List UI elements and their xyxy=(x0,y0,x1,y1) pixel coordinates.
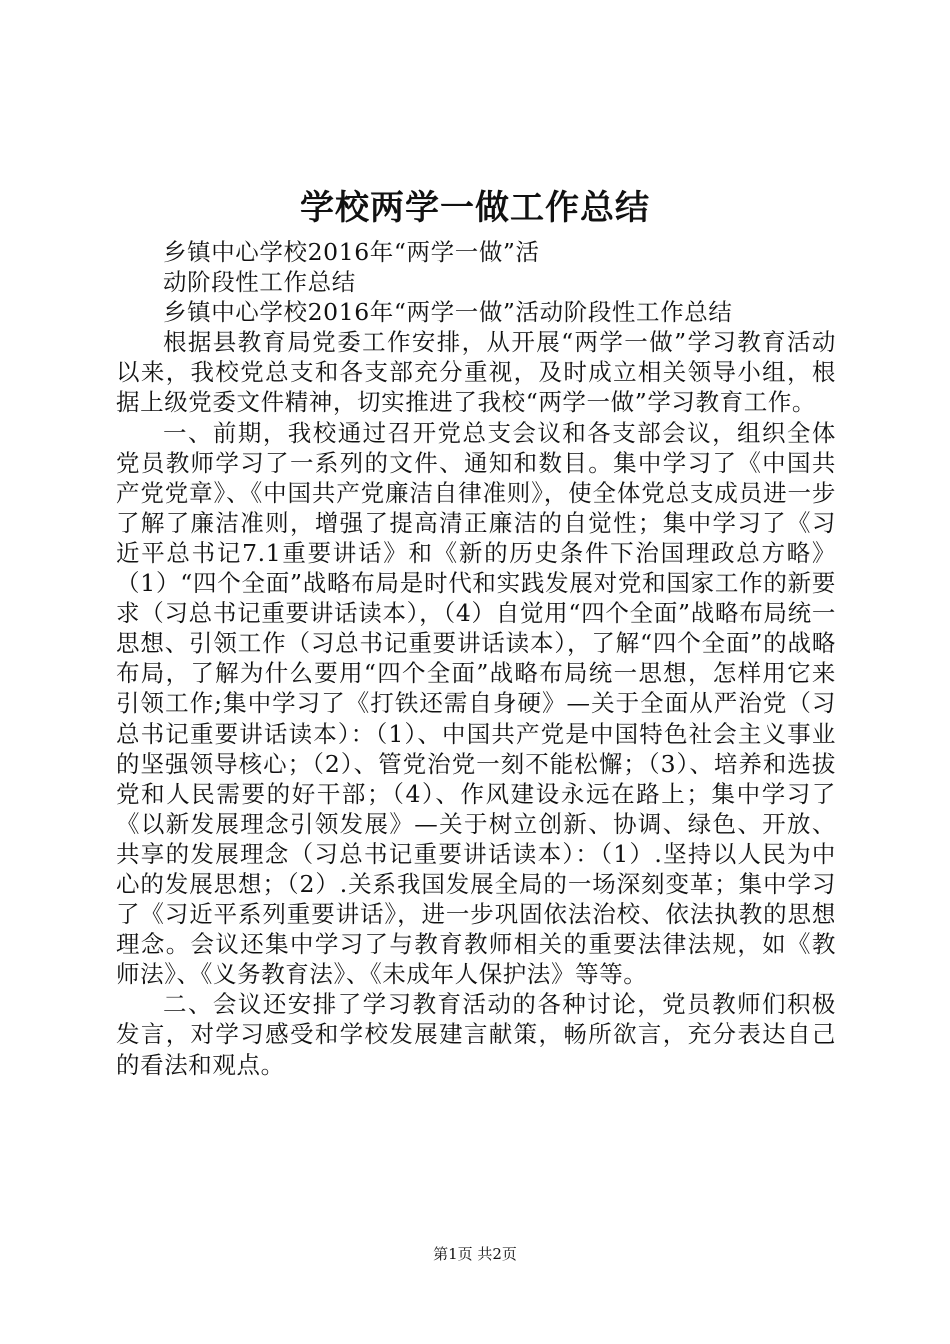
paragraph-intro: 根据县教育局党委工作安排，从开展“两学一做”学习教育活动以来，我校党总支和各支部充分重视，及时成立相关领导小组，根据上级党委文件精神，切实推进了我校“两学一做”学习教育工作。 xyxy=(116,328,836,417)
page-footer: 第1页 共2页 xyxy=(433,1245,517,1263)
paragraph-subtitle-line-2: 动阶段性工作总结 xyxy=(163,268,356,297)
document-title: 学校两学一做工作总结 xyxy=(300,188,650,228)
paragraph-section-two: 二、会议还安排了学习教育活动的各种讨论，党员教师们积极发言，对学习感受和学校发展建言献策，畅所欲言，充分表达自己的看法和观点。 xyxy=(116,990,836,1079)
document-body xyxy=(116,237,836,1080)
paragraph-heading: 乡镇中心学校2016年“两学一做”活动阶段性工作总结 xyxy=(163,298,733,327)
paragraph-section-one: 一、前期，我校通过召开党总支会议和各支部会议，组织全体党员教师学习了一系列的文件、通知和数目。集中学习了《中国共产党党章》、《中国共产党廉洁自律准则》，使全体党总支成员进一步了解了廉洁准则，增强了提高清正廉洁的自觉性；集中学习了《习近平总书记7.1重要讲话》和《新的历史条件下治国理政总方略》（1）“四个全面”战略布局是时代和实践发展对党和国家工作的新要求（习总书记重要讲话读本），（4）自觉用“四个全面”战略布局统一思想、引领工作（习总书记重要讲话读本），了解“四个全面”的战略布局，了解为什么要用“四个全面”战略布局统一思想，怎样用它来引领工作;集中学习了《打铁还需自身硬》—关于全面从严治党（习总书记重要讲话读本）：（1）、中国共产党是中国特色社会主义事业的坚强领导核心；（2）、管党治党一刻不能松懈；（3）、培养和选拔党和人民需要的好干部；（4）、作风建设永远在路上；集中学习了《以新发展理念引领发展》—关于树立创新、协调、绿色、开放、共享的发展理念（习总书记重要讲话读本）：（1）.坚持以人民为中心的发展思想；（2）.关系我国发展全局的一场深刻变革；集中学习了《习近平系列重要讲话》，进一步巩固依法治校、依法执教的思想理念。会议还集中学习了与教育教师相关的重要法律法规，如《教师法》、《义务教育法》、《未成年人保护法》等等。 xyxy=(116,418,836,989)
paragraph-subtitle-line-1: 乡镇中心学校2016年“两学一做”活 xyxy=(163,238,540,266)
